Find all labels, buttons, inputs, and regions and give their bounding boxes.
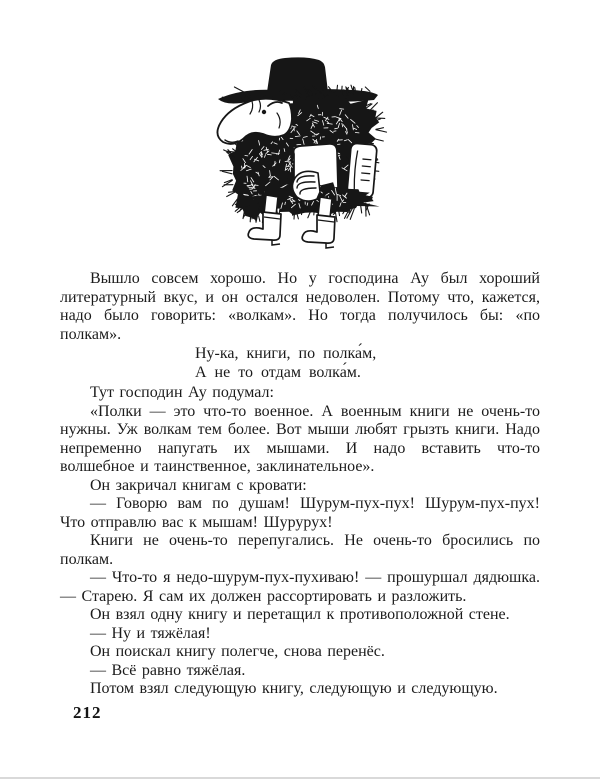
paragraph: Книги не очень-то перепугались. Не очень-то бросились по полкам. <box>60 532 540 568</box>
page-bottom-edge <box>0 777 600 779</box>
paragraph: «Полки — это что-то военное. А военным книги не очень-то нужны. Уж волкам тем более. Вот мыши любят грызть книги. Надо непременно напугать их мышами. И надо вставить что-то волшебное и таинственное, заклинательное». <box>60 402 540 475</box>
verse-block <box>195 345 540 382</box>
paragraph: Вышло совсем хорошо. Но у господина Ау был хороший литературный вкус, и он остался недоволен. Потому что, кажется, надо было говорить: «волкам». Но тогда получилось бы: «по полкам». <box>60 270 540 343</box>
paragraph: Он взял одну книгу и перетащил к противоположной стене. <box>90 606 510 623</box>
paragraph: Потом взял следующую книгу, следующую и следующую. <box>90 680 498 697</box>
paragraph: — Всё равно тяжёлая. <box>90 661 246 679</box>
verse-line: Ну-ка, книги, по полка́м, <box>195 345 377 362</box>
mr-au-illustration <box>180 40 420 280</box>
mr-au-drawing <box>180 40 420 280</box>
paragraph: Тут господин Ау подумал: <box>90 384 274 401</box>
paragraph: Он закричал книгам с кровати: <box>90 476 307 494</box>
paragraph: — Что-то я недо-шурум-пух-пухиваю! — прошуршал дядюшка. — Старею. Я сам их должен рассортировать и разложить. <box>60 569 540 605</box>
page-number: 212 <box>73 703 102 722</box>
hand <box>292 171 320 201</box>
paragraph: — Ну и тяжёлая! <box>90 624 211 642</box>
paragraph: — Говорю вам по душам! Шурум-пух-пух! Шурум-пух-пух! Что отправлю вас к мышам! Шурурух! <box>60 495 540 531</box>
verse-line: А не то отдам волка́м. <box>195 363 361 381</box>
paragraph: Он поискал книгу полегче, снова перенёс. <box>90 643 385 660</box>
page-text <box>60 270 540 699</box>
